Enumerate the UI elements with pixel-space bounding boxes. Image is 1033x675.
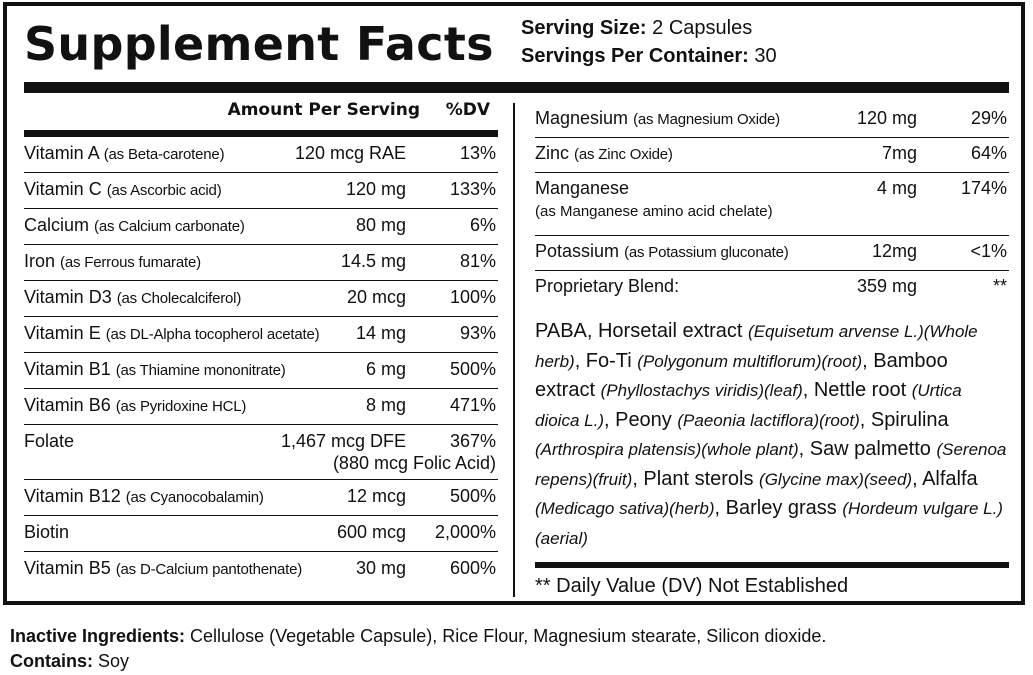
nutrient-name xyxy=(24,359,286,380)
nutrient-amount: 12mg xyxy=(871,241,917,261)
nutrient-amount: 120 mcg RAE xyxy=(294,143,406,163)
nutrient-row xyxy=(24,389,498,425)
nutrient-source: (as Ascorbic acid) xyxy=(106,182,222,199)
nutrient-dv: 81% xyxy=(459,251,496,271)
blend-ingredient: , Nettle root xyxy=(802,379,912,401)
nutrient-amount: 359 mg xyxy=(856,276,917,296)
nutrient-label: Proprietary Blend: xyxy=(535,276,680,296)
nutrient-name xyxy=(535,241,789,262)
nutrient-name xyxy=(24,486,264,507)
blend-ingredient: , Spirulina xyxy=(859,408,949,431)
nutrient-source: (as Beta-carotene) xyxy=(103,146,225,163)
nutrient-row xyxy=(24,281,498,317)
header-divider xyxy=(24,82,1009,93)
panel-title: Supplement Facts xyxy=(24,17,494,71)
nutrient-name xyxy=(535,276,679,297)
nutrient-name xyxy=(24,215,245,236)
blend-botanical-source: (Serenoa repens)(fruit) xyxy=(535,440,1007,489)
serving-size-label: Serving Size: xyxy=(521,17,647,39)
nutrient-row xyxy=(24,552,498,587)
nutrient-label: Vitamin C xyxy=(24,179,102,199)
blend-botanical-source: (Urtica dioica L.) xyxy=(535,381,962,430)
blend-ingredient: PABA, Horsetail extract xyxy=(535,320,749,342)
contains-value: Soy xyxy=(93,651,130,671)
nutrient-amount: 600 mcg xyxy=(336,522,406,542)
column-divider xyxy=(513,103,515,597)
nutrient-row xyxy=(24,425,498,480)
footer-rule xyxy=(535,562,1009,568)
blend-ingredient: , Bamboo extract xyxy=(535,349,948,401)
nutrient-row xyxy=(535,236,1009,271)
nutrient-source: (as Cholecalciferol) xyxy=(116,290,242,307)
nutrient-name xyxy=(24,395,246,416)
nutrient-label: Iron xyxy=(24,251,56,271)
left-column xyxy=(24,98,498,587)
nutrient-source: (as Cyanocobalamin) xyxy=(125,489,264,506)
proprietary-blend-ingredients xyxy=(535,317,1009,553)
nutrient-amount: 4 mg xyxy=(876,178,917,198)
nutrient-source: (as D-Calcium pantothenate) xyxy=(115,561,303,578)
blend-botanical-source: (Hordeum vulgare L.)(aerial) xyxy=(535,499,1003,548)
nutrient-dv: 500% xyxy=(449,486,496,506)
blend-botanical-source: (Glycine max)(seed) xyxy=(759,469,913,489)
nutrient-dv: 471% xyxy=(449,395,496,415)
nutrient-dv: 64% xyxy=(970,143,1007,163)
blend-ingredient: , Fo-Ti xyxy=(574,349,638,372)
nutrient-dv: 13% xyxy=(459,143,496,163)
nutrient-amount: 7mg xyxy=(881,143,917,163)
nutrient-amount: 120 mg xyxy=(856,108,917,128)
column-header xyxy=(24,98,498,130)
nutrient-name xyxy=(24,251,201,272)
amount-per-serving-header: Amount Per Serving xyxy=(227,100,420,120)
blend-botanical-source: (Equisetum arvense L.)(Whole herb) xyxy=(535,322,978,371)
nutrient-row xyxy=(24,173,498,209)
nutrient-source: (as DL-Alpha tocopherol acetate) xyxy=(105,326,320,343)
nutrient-amount: 20 mcg xyxy=(346,287,406,307)
right-column xyxy=(535,103,1009,597)
nutrient-label: Vitamin A xyxy=(24,143,99,163)
contains-label: Contains: xyxy=(10,651,93,671)
inactive-ingredients-section xyxy=(10,624,826,674)
blend-botanical-source: (Arthrospira platensis)(whole plant) xyxy=(535,440,799,459)
nutrient-dv: 600% xyxy=(449,558,496,578)
nutrient-label: Zinc xyxy=(535,143,570,163)
blend-ingredient: , Barley grass xyxy=(714,497,843,519)
nutrient-row xyxy=(24,317,498,353)
nutrient-row xyxy=(535,271,1009,305)
nutrient-label: Potassium xyxy=(535,241,620,261)
dv-header: %DV xyxy=(445,100,490,120)
nutrient-row xyxy=(535,103,1009,138)
nutrient-label: Vitamin D3 xyxy=(24,287,112,307)
nutrient-label: Vitamin B12 xyxy=(24,486,121,506)
nutrient-dv: 93% xyxy=(459,323,496,343)
nutrient-label: Vitamin B6 xyxy=(24,395,111,415)
nutrient-dv: 29% xyxy=(970,108,1007,128)
blend-botanical-source: (Paeonia lactiflora)(root) xyxy=(677,410,860,430)
nutrient-dv: 133% xyxy=(449,179,496,199)
nutrient-name xyxy=(535,143,673,164)
nutrient-row xyxy=(24,137,498,173)
nutrient-dv: <1% xyxy=(970,241,1007,261)
nutrient-amount: 14 mg xyxy=(355,323,406,343)
nutrient-dv: 500% xyxy=(449,359,496,379)
nutrient-name xyxy=(24,431,74,452)
nutrient-name xyxy=(24,558,302,579)
header-rule xyxy=(24,130,498,137)
nutrient-row xyxy=(24,516,498,552)
nutrient-amount: 14.5 mg xyxy=(340,251,406,271)
nutrient-source: (as Calcium carbonate) xyxy=(94,218,245,235)
nutrient-source: (as Pyridoxine HCL) xyxy=(115,398,247,415)
nutrient-amount: 80 mg xyxy=(355,215,406,235)
nutrient-row xyxy=(535,138,1009,173)
nutrient-name xyxy=(24,522,69,543)
nutrient-source: (as Zinc Oxide) xyxy=(574,146,673,163)
blend-botanical-source: (Phyllostachys viridis)(leaf) xyxy=(600,381,803,400)
nutrient-label: Vitamin B1 xyxy=(24,359,111,379)
nutrient-dv: 367% xyxy=(449,431,496,451)
nutrient-dv: 100% xyxy=(449,287,496,307)
nutrient-amount: 1,467 mcg DFE xyxy=(280,431,406,451)
blend-ingredient: , Plant sterols xyxy=(632,467,760,490)
blend-ingredient: , Saw palmetto xyxy=(798,438,937,460)
servings-per-container-value: 30 xyxy=(754,45,777,67)
nutrient-name xyxy=(24,323,319,344)
nutrient-name xyxy=(24,179,222,200)
nutrient-name xyxy=(24,287,241,308)
blend-botanical-source: (Polygonum multiflorum)(root) xyxy=(637,351,863,371)
nutrient-label: Manganese xyxy=(535,178,630,198)
blend-ingredient: , Peony xyxy=(603,408,678,431)
nutrient-source: (as Potassium gluconate) xyxy=(624,244,789,261)
nutrient-label: Magnesium xyxy=(535,108,629,128)
nutrient-amount: 12 mcg xyxy=(346,486,406,506)
nutrient-amount: 8 mg xyxy=(365,395,406,415)
inactive-ingredients-value: Cellulose (Vegetable Capsule), Rice Flour, Magnesium stearate, Silicon dioxide. xyxy=(185,626,827,646)
nutrient-label: Folate xyxy=(24,431,75,451)
nutrient-dv: 174% xyxy=(960,178,1007,198)
nutrient-label: Vitamin E xyxy=(24,323,101,343)
nutrient-source: (as Ferrous fumarate) xyxy=(60,254,201,271)
nutrient-dv: 2,000% xyxy=(434,522,496,542)
nutrient-label: Vitamin B5 xyxy=(24,558,111,578)
nutrient-amount: 6 mg xyxy=(365,359,406,379)
inactive-ingredients-label: Inactive Ingredients: xyxy=(10,626,186,646)
blend-ingredient: , Alfalfa xyxy=(912,467,978,490)
nutrient-name xyxy=(535,108,780,129)
serving-size-value: 2 Capsules xyxy=(652,17,753,39)
nutrient-row xyxy=(24,245,498,281)
serving-info xyxy=(521,14,777,70)
nutrient-amount: 120 mg xyxy=(345,179,406,199)
nutrient-label: Calcium xyxy=(24,215,90,235)
nutrient-note: (880 mcg Folic Acid) xyxy=(332,453,496,473)
blend-botanical-source: (Medicago sativa)(herb) xyxy=(535,499,715,518)
servings-per-container-label: Servings Per Container: xyxy=(521,45,749,67)
nutrient-row xyxy=(535,173,1009,236)
nutrient-dv: ** xyxy=(992,276,1007,296)
nutrient-row xyxy=(24,480,498,516)
nutrient-row xyxy=(24,209,498,245)
nutrient-row xyxy=(24,353,498,389)
nutrient-name xyxy=(535,178,629,199)
nutrient-label: Biotin xyxy=(24,522,70,542)
dv-note: ** Daily Value (DV) Not Established xyxy=(535,575,849,597)
nutrient-amount: 30 mg xyxy=(355,558,406,578)
nutrient-source: (as Magnesium Oxide) xyxy=(633,111,780,128)
nutrient-source: (as Manganese amino acid chelate) xyxy=(535,203,773,220)
nutrient-source: (as Thiamine mononitrate) xyxy=(115,362,286,379)
nutrient-dv: 6% xyxy=(469,215,496,235)
nutrient-name xyxy=(24,143,224,164)
